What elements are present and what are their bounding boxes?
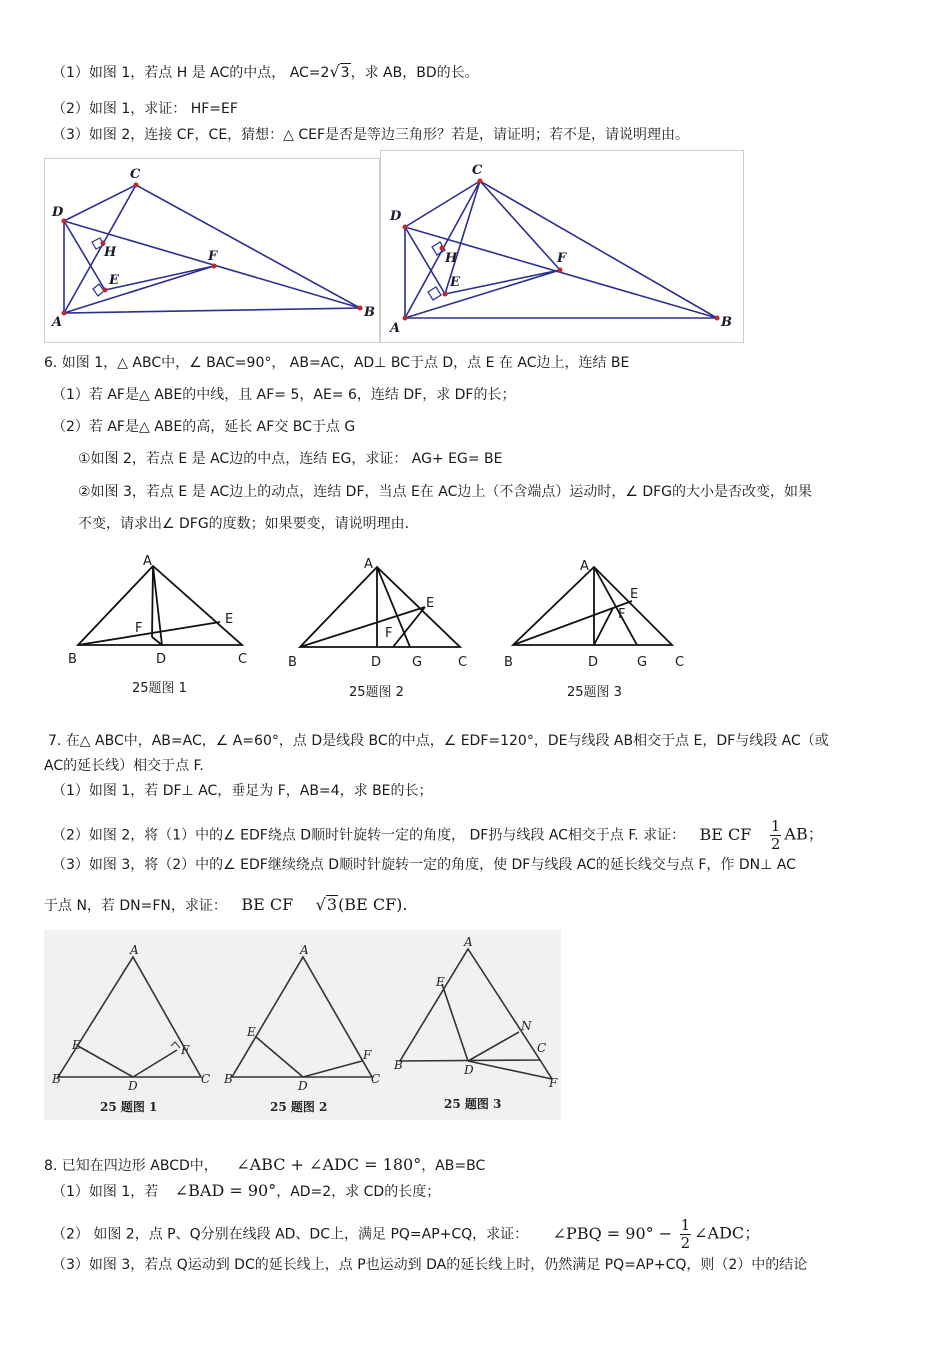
- q8-part2-formula: ∠PBQ = 90° −: [552, 1223, 673, 1243]
- q7-title-line2: AC的延长线）相交于点 F.: [44, 758, 204, 774]
- label-b: B: [288, 655, 297, 670]
- label-b: B: [394, 1058, 403, 1072]
- q7-sqrt-value: 3: [326, 895, 338, 914]
- q7-part2-text: （2）如图 2，将（1）中的∠ EDF绕点 D顺时针旋转一定的角度， DF扔与线段 AC相交于点 F. 求证：: [52, 827, 686, 844]
- label-f: F: [181, 1043, 190, 1057]
- label-a: A: [130, 943, 139, 957]
- label-d: D: [371, 655, 382, 670]
- q7-part3: （3）如图 3，将（2）中的∠ EDF继续绕点 D顺时针旋转一定的角度，使 DF与线段 AC的延长线交与点 F，作 DN⊥ AC: [52, 857, 796, 873]
- fraction-denominator: 2: [770, 835, 781, 853]
- q7-part3-formula: BE CF: [241, 895, 294, 914]
- q7-part3-cont: [44, 895, 408, 915]
- label-e: E: [109, 273, 119, 288]
- label-d: D: [464, 1063, 474, 1077]
- q7-title-line1: 7. 在△ ABC中，AB=AC，∠ A=60°，点 D是线段 BC的中点，∠ EDF=120°，DE与线段 AB相交于点 E，DF与线段 AC（或: [48, 733, 829, 749]
- q8-title-text: 8. 已知在四边形 ABCD中，: [44, 1158, 218, 1174]
- label-f: F: [363, 1048, 372, 1062]
- label-b: B: [364, 305, 375, 320]
- q8-part3: （3）如图 3，若点 Q运动到 DC的延长线上，点 P也运动到 DA的延长线上时，仍然满足 PQ=AP+CQ，则（2）中的结论: [52, 1257, 808, 1273]
- q8-part1-end: ，AD=2，求 CD的长度；: [276, 1184, 441, 1200]
- q5-part1-end: ，求 AB，BD的长。: [350, 65, 479, 81]
- label-d: D: [52, 205, 64, 220]
- label-d: D: [298, 1079, 308, 1093]
- label-c: C: [458, 655, 468, 670]
- q7-part3-text: 于点 N，若 DN=FN，求证：: [44, 898, 227, 914]
- label-b: B: [504, 655, 513, 670]
- label-d: D: [128, 1079, 138, 1093]
- q5-part3: （3）如图 2，连接 CF，CE，猜想：△ CEF是否是等边三角形？若是，请证明；若不是，请说明理由。: [52, 127, 690, 143]
- label-d: D: [156, 652, 167, 667]
- label-a: A: [300, 943, 309, 957]
- label-b: B: [52, 1072, 61, 1086]
- figure-caption-1: 25题图 1: [132, 681, 187, 696]
- label-b: B: [721, 315, 732, 330]
- label-a: A: [464, 935, 473, 949]
- q6-figures: [60, 553, 710, 703]
- label-a: A: [52, 315, 63, 330]
- label-n: N: [521, 1019, 532, 1033]
- figure-caption-2: 25 题图 2: [270, 1100, 328, 1114]
- label-f: F: [618, 607, 626, 622]
- q6-part2-sub2: ②如图 3，若点 E 是 AC边上的动点，连结 DF，当点 E在 AC边上（不含端点）运动时，∠ DFG的大小是否改变，如果: [78, 484, 813, 500]
- q7-part2-end: AB；: [784, 824, 824, 844]
- fraction-denominator: 2: [680, 1234, 691, 1252]
- label-f: F: [557, 251, 567, 266]
- label-b: B: [68, 652, 77, 667]
- label-g: G: [637, 655, 648, 670]
- label-c: C: [130, 167, 141, 182]
- q6-part2-sub1: ①如图 2，若点 E 是 AC边的中点，连结 EG，求证： AG+ EG= BE: [78, 451, 503, 467]
- q5-sqrt-value: 3: [340, 65, 350, 81]
- q6-title: 6. 如图 1，△ ABC中，∠ BAC=90°， AB=AC，AD⊥ BC于点 D，点 E 在 AC边上，连结 BE: [44, 355, 630, 371]
- label-h: H: [104, 245, 117, 260]
- sqrt-symbol: √: [315, 895, 326, 914]
- label-f: F: [549, 1076, 558, 1090]
- sqrt-symbol: √: [329, 62, 340, 81]
- q6-part2: （2）若 AF是△ ABE的高，延长 AF交 BC于点 G: [52, 419, 356, 435]
- q8-title-formula: ∠ABC + ∠ADC = 180°: [236, 1155, 422, 1174]
- label-e: E: [72, 1038, 81, 1052]
- label-e: E: [247, 1025, 256, 1039]
- q8-part1: [52, 1182, 440, 1201]
- q5-figure-1: [44, 158, 380, 343]
- label-c: C: [472, 163, 483, 178]
- label-c: C: [201, 1072, 211, 1086]
- label-a: A: [390, 321, 401, 336]
- q6-part1: （1）若 AF是△ ABE的中线，且 AF= 5，AE= 6，连结 DF，求 DF的长；: [52, 387, 516, 403]
- label-a: A: [580, 559, 589, 574]
- label-b: B: [224, 1072, 233, 1086]
- label-a: A: [364, 557, 373, 572]
- label-e: E: [426, 596, 435, 611]
- label-f: F: [208, 249, 218, 264]
- q7-part1: （1）如图 1，若 DF⊥ AC，垂足为 F，AB=4，求 BE的长；: [52, 783, 433, 799]
- figure-caption-1: 25 题图 1: [100, 1100, 158, 1114]
- q7-part2: [52, 818, 824, 853]
- label-g: G: [412, 655, 423, 670]
- label-h: H: [445, 251, 458, 266]
- label-c: C: [238, 652, 248, 667]
- q8-half-fraction: [680, 1217, 692, 1252]
- q5-figure-2: [380, 150, 744, 343]
- label-a: A: [143, 554, 152, 569]
- q7-part2-formula: BE CF: [699, 824, 752, 844]
- fraction-numerator: 1: [680, 1216, 691, 1234]
- q7-figures: [44, 930, 561, 1120]
- q8-part1-text: （1）如图 1，若: [52, 1184, 159, 1200]
- label-e: E: [225, 612, 234, 627]
- label-f: F: [385, 626, 393, 641]
- figure-caption-3: 25题图 3: [567, 685, 622, 700]
- q8-part1-formula: ∠BAD = 90°: [174, 1181, 277, 1200]
- q8-title-end: ，AB=BC: [421, 1158, 486, 1174]
- q8-title: [44, 1156, 485, 1175]
- q5-part1: [52, 63, 479, 82]
- label-e: E: [630, 587, 639, 602]
- label-c: C: [675, 655, 685, 670]
- q5-part1-text: （1）如图 1，若点 H 是 AC的中点， AC=2: [52, 65, 330, 81]
- label-f: F: [135, 621, 143, 636]
- label-c: C: [371, 1072, 381, 1086]
- q7-half-fraction: [770, 818, 782, 853]
- fraction-numerator: 1: [770, 817, 781, 835]
- q5-part2: （2）如图 1，求证： HF=EF: [52, 101, 238, 117]
- label-e: E: [436, 975, 445, 989]
- label-e: E: [450, 275, 460, 290]
- q8-part2-end: ∠ADC；: [694, 1223, 761, 1243]
- q6-part2-sub2-cont: 不变，请求出∠ DFG的度数；如果要变，请说明理由.: [78, 516, 410, 532]
- label-c: C: [537, 1041, 547, 1055]
- q7-part3-end: (BE CF).: [338, 895, 408, 914]
- figure-caption-2: 25题图 2: [349, 685, 404, 700]
- label-d: D: [390, 209, 402, 224]
- q8-part2: [52, 1217, 760, 1252]
- figure-caption-3: 25 题图 3: [444, 1097, 502, 1111]
- label-d: D: [588, 655, 599, 670]
- q8-part2-text: （2） 如图 2，点 P、Q分别在线段 AD、DC上，满足 PQ=AP+CQ，求证：: [52, 1226, 529, 1243]
